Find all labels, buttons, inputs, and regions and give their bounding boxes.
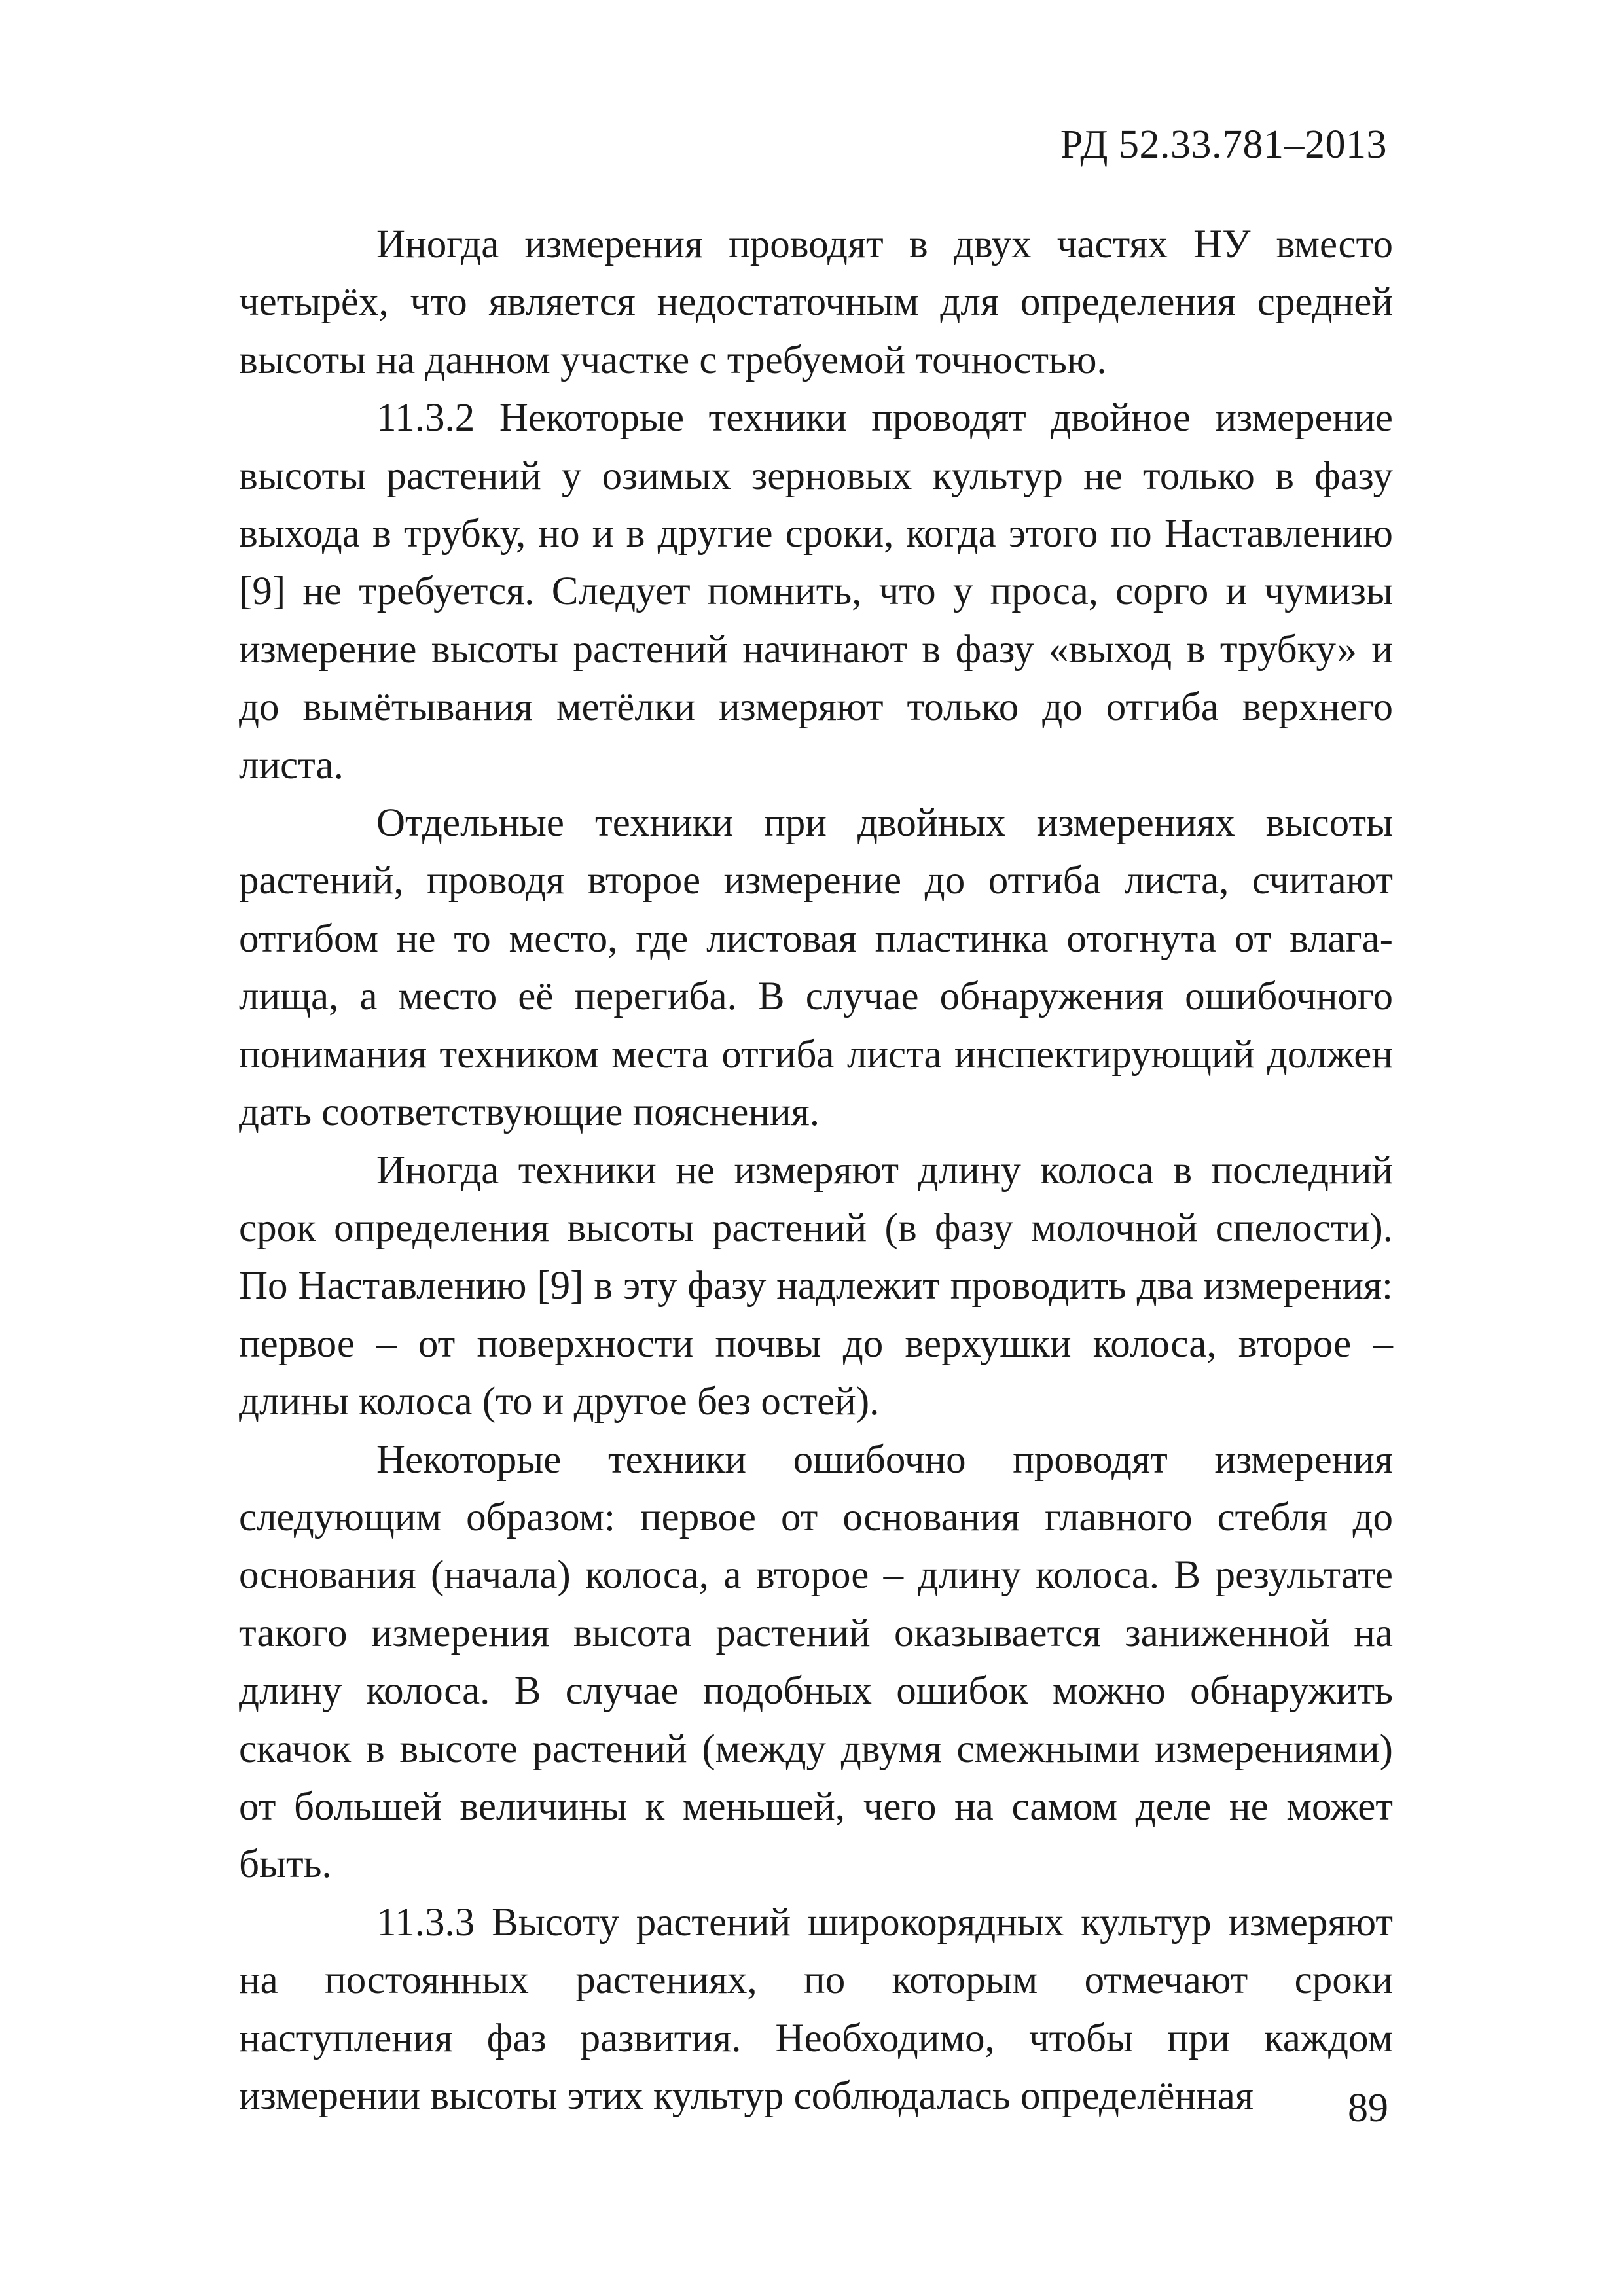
paragraph-2: 11.3.2 Некоторые техники проводят двойное измерение высоты растений у озимых зерновых культур не только в фазу выхода в трубку, но и в другие сроки, когда этого по Наставлению [9] не требуется. Следует помнить, что у проса, сорго и чумизы измерение высоты растений начинают в фазу «выход в трубку» и до вымётывания метёлки измеряют только до отгиба верхнего листа. <box>239 396 1393 787</box>
paragraph-4: Иногда техники не измеряют длину колоса в последний срок определения высоты растений (в фазу молочной спелости). По Наставлению [9] в эту фазу надлежит проводить два измерения: первое – от поверхности почвы до верхушки колоса, второе – длины колоса (то и другое без остей). <box>239 1148 1393 1424</box>
page-number: 89 <box>1348 2086 1388 2130</box>
paragraph-5: Некоторые техники ошибочно проводят измерения следующим образом: первое от основания главного стебля до основания (начала) колоса, а второе – длину колоса. В результате такого измерения высота растений оказывается заниженной на длину колоса. В случае подобных ошибок можно обнаружить скачок в высоте растений (между двумя смежными измерениями) от большей величины к меньшей, чего на самом деле не может быть. <box>239 1437 1393 1887</box>
paragraph-1: Иногда измерения проводят в двух частях НУ вместо четырёх, что является недостаточным для определения средней высоты на данном участке с требуемой точностью. <box>239 223 1393 382</box>
paragraph-6: 11.3.3 Высоту растений широкорядных культур измеряют на постоянных растениях, по которым отмечают сроки наступления фаз развития. Необходимо, чтобы при каждом измерении высоты этих культур соблюдалась определённая <box>239 1900 1393 2118</box>
paragraph-3: Отдельные техники при двойных измерениях высоты растений, проводя второе измерение до отгиба листа, считают отгибом не то место, где листовая пластинка отогнута от влагалища, а место её перегиба. В случае обнаружения ошибочного понимания техником места отгиба листа инспектирующий должен дать соответствующие пояснения. <box>239 801 1393 1135</box>
document-code-header: РД 52.33.781–2013 <box>1060 122 1387 167</box>
page-body <box>239 216 1393 2125</box>
